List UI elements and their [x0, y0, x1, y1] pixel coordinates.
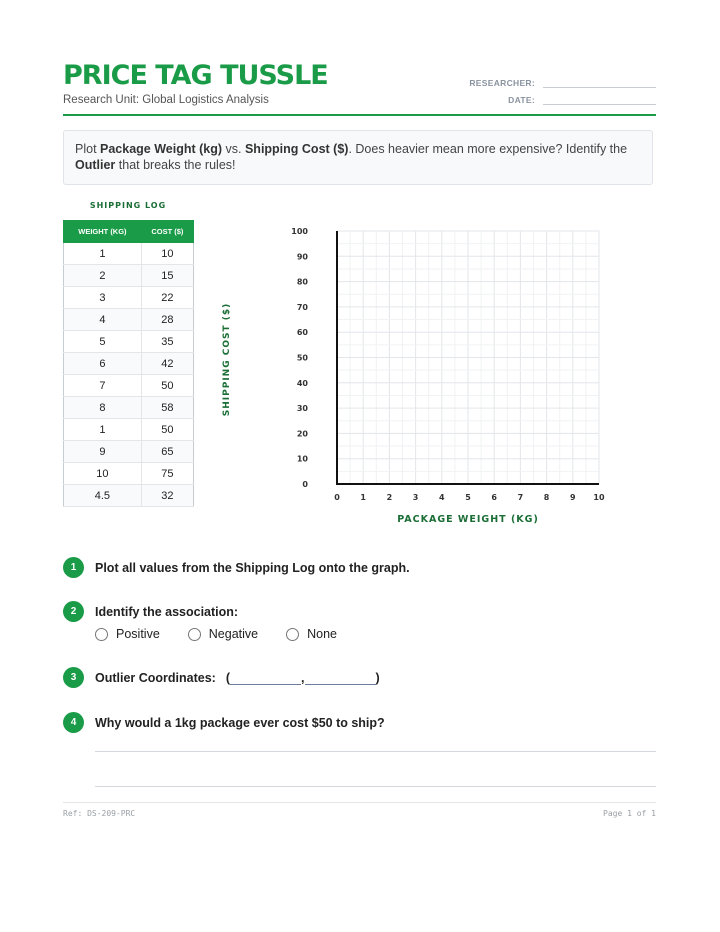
shipping-log-body: [64, 243, 194, 507]
log-cost-cell: 10: [141, 243, 193, 265]
log-row: [64, 441, 194, 463]
date-label: DATE:: [508, 95, 535, 105]
log-row: [64, 287, 194, 309]
log-row: [64, 353, 194, 375]
y-axis-label: SHIPPING COST ($): [222, 302, 232, 417]
log-cost-cell: 42: [141, 353, 193, 375]
date-field: [508, 95, 656, 105]
step-number-1: 1: [63, 557, 84, 578]
log-row: [64, 375, 194, 397]
outlier-y-blank[interactable]: [305, 670, 376, 685]
y-tick-label: 40: [296, 378, 308, 388]
footer-rule: [63, 802, 656, 803]
log-row: [64, 309, 194, 331]
researcher-field: [469, 78, 656, 88]
log-weight-cell: 9: [64, 441, 142, 463]
answer-line-1[interactable]: [95, 751, 656, 752]
x-tick-label: 9: [570, 493, 576, 502]
prompt-bold-outlier: Outlier: [75, 158, 116, 172]
x-axis-label: PACKAGE WEIGHT (KG): [397, 514, 539, 525]
step-number-2: 2: [63, 601, 84, 622]
outlier-x-blank[interactable]: [230, 670, 301, 685]
y-tick-label: 0: [302, 480, 308, 489]
y-tick-label: 80: [296, 277, 308, 287]
log-row: [64, 265, 194, 287]
log-weight-cell: 2: [64, 265, 142, 287]
question-4-text: Why would a 1kg package ever cost $50 to ship?: [95, 715, 385, 730]
association-options: [95, 627, 365, 641]
y-tick-label: 30: [296, 404, 308, 414]
researcher-line[interactable]: [543, 78, 656, 88]
option-negative[interactable]: [188, 627, 258, 641]
question-1-text: Plot all values from the Shipping Log onto the graph.: [95, 560, 410, 575]
x-tick-label: 7: [517, 493, 524, 502]
log-cost-cell: 32: [141, 485, 193, 507]
question-4: [63, 712, 385, 733]
log-cost-cell: 22: [141, 287, 193, 309]
x-tick-label: 6: [491, 493, 497, 502]
option-positive-label: Positive: [116, 627, 160, 641]
worksheet-subtitle: Research Unit: Global Logistics Analysis: [63, 94, 269, 106]
option-positive[interactable]: [95, 627, 160, 641]
instructions-box: [63, 130, 653, 185]
option-negative-label: Negative: [208, 627, 259, 641]
prompt-text-3: . Does heavier mean more expensive? Identify the: [348, 142, 628, 156]
radio-positive[interactable]: [95, 628, 108, 641]
x-tick-label: 1: [360, 493, 366, 502]
prompt-text-1: Plot: [75, 142, 101, 156]
x-tick-label: 4: [439, 493, 445, 502]
date-line[interactable]: [543, 95, 656, 105]
log-weight-cell: 7: [64, 375, 142, 397]
log-weight-cell: 8: [64, 397, 142, 419]
coord-close-paren: ): [375, 671, 380, 685]
option-none[interactable]: [286, 627, 337, 641]
prompt-text-2: vs.: [222, 142, 245, 156]
log-cost-cell: 58: [141, 397, 193, 419]
radio-negative[interactable]: [188, 628, 201, 641]
question-3: [63, 667, 380, 688]
log-weight-cell: 3: [64, 287, 142, 309]
researcher-label: RESEARCHER:: [469, 78, 535, 88]
log-row: [64, 463, 194, 485]
question-2: [63, 601, 238, 622]
coord-separator: ,: [301, 671, 305, 685]
footer-reference: Ref: DS-209-PRC: [63, 809, 136, 818]
log-cost-cell: 50: [141, 419, 193, 441]
log-row: [64, 419, 194, 441]
prompt-bold-cost: Shipping Cost ($): [244, 142, 349, 156]
log-row: [64, 397, 194, 419]
y-tick-label: 100: [291, 227, 308, 236]
x-tick-label: 3: [412, 493, 419, 502]
radio-none[interactable]: [286, 628, 299, 641]
prompt-bold-weight: Package Weight (kg): [100, 142, 223, 156]
prompt-text-4: that breaks the rules!: [115, 158, 236, 172]
log-weight-cell: 4.5: [64, 485, 142, 507]
log-weight-cell: 1: [64, 419, 142, 441]
footer-page-number: Page 1 of 1: [603, 809, 656, 818]
log-weight-cell: 4: [64, 309, 142, 331]
question-1: [63, 557, 410, 578]
header-rule: [63, 114, 656, 116]
log-weight-cell: 1: [64, 243, 142, 265]
step-number-3: 3: [63, 667, 84, 688]
y-tick-label: 10: [296, 454, 308, 464]
shipping-log-title: SHIPPING LOG: [89, 201, 167, 210]
scatter-plot-grid[interactable]: [215, 210, 615, 530]
step-number-4: 4: [63, 712, 84, 733]
log-row: [64, 331, 194, 353]
x-tick-label: 10: [593, 493, 605, 502]
cost-column-header: COST ($): [141, 221, 193, 243]
log-cost-cell: 75: [141, 463, 193, 485]
shipping-log-table: [63, 220, 194, 507]
log-cost-cell: 35: [141, 331, 193, 353]
y-tick-label: 50: [296, 353, 308, 363]
question-3-text: Outlier Coordinates:: [95, 670, 216, 685]
log-row: [64, 243, 194, 265]
y-tick-label: 90: [296, 252, 308, 262]
x-tick-label: 8: [543, 493, 550, 502]
worksheet-title: PRICE TAG TUSSLE: [63, 60, 328, 91]
question-2-text: Identify the association:: [95, 604, 239, 619]
x-tick-label: 5: [465, 493, 471, 502]
y-tick-label: 20: [296, 429, 308, 439]
log-weight-cell: 10: [64, 463, 142, 485]
outlier-coordinates: [226, 670, 380, 685]
x-tick-label: 0: [334, 493, 340, 502]
y-tick-label: 70: [296, 302, 308, 312]
log-cost-cell: 50: [141, 375, 193, 397]
y-tick-label: 60: [296, 328, 308, 338]
log-weight-cell: 6: [64, 353, 142, 375]
answer-line-2[interactable]: [95, 786, 656, 787]
log-cost-cell: 28: [141, 309, 193, 331]
coord-open-paren: (: [225, 671, 231, 685]
x-tick-label: 2: [386, 493, 393, 502]
weight-column-header: WEIGHT (KG): [64, 221, 142, 243]
log-cost-cell: 65: [141, 441, 193, 463]
log-cost-cell: 15: [141, 265, 193, 287]
option-none-label: None: [307, 627, 338, 641]
log-row: [64, 485, 194, 507]
log-weight-cell: 5: [64, 331, 142, 353]
